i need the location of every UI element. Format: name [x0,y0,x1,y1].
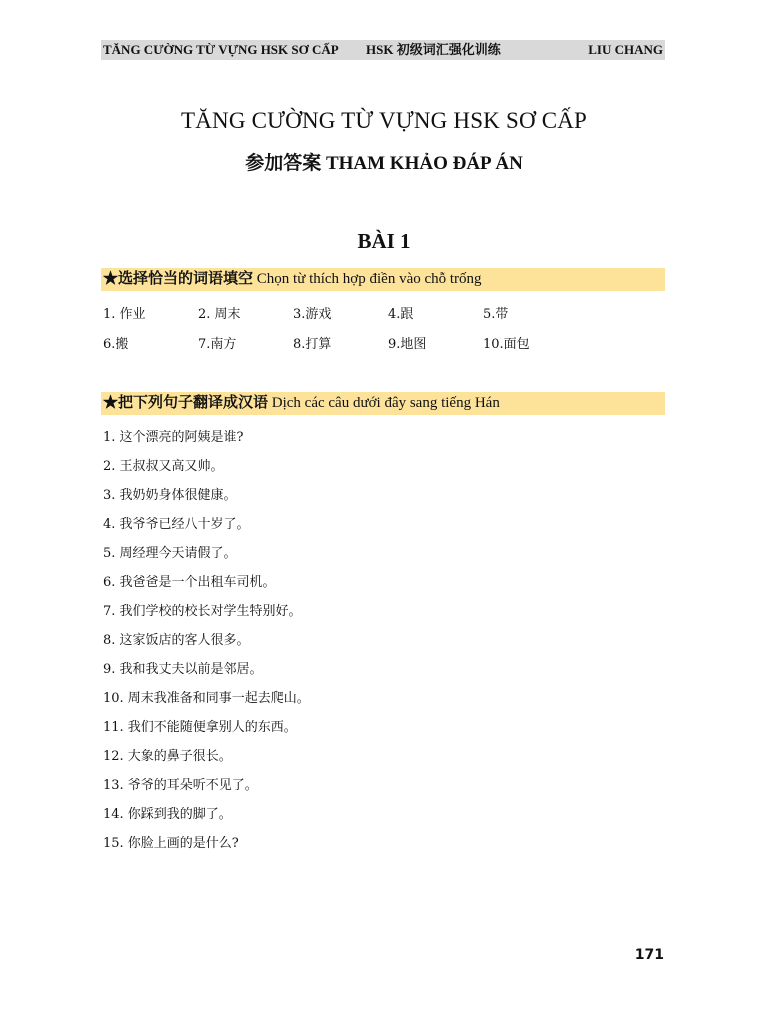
answer-item: 7.南方 [198,337,237,352]
running-header [101,40,665,60]
answer-item: 6.搬 [103,337,129,352]
page-number: 171 [634,947,664,963]
list-item: 5. 周经理今天请假了。 [103,546,237,561]
header-author: LIU CHANG [588,42,663,57]
section1-heading [101,268,665,291]
header-chinese-title: HSK 初级词汇强化训练 [366,42,501,57]
answer-item: 10.面包 [483,337,530,352]
section2-heading-zh: ★把下列句子翻译成汉语 [103,395,269,411]
answer-item: 2. 周末 [198,307,241,322]
answer-item: 9.地图 [388,337,427,352]
answer-item: 1. 作业 [103,307,146,322]
list-item: 4. 我爷爷已经八十岁了。 [103,517,250,532]
answer-item: 8.打算 [293,337,332,352]
list-item: 15. 你脸上画的是什么? [103,836,239,851]
lesson-heading: BÀI 1 [357,229,411,253]
header-book-title: TĂNG CƯỜNG TỪ VỰNG HSK SƠ CẤP [103,42,339,57]
answer-item: 3.游戏 [293,307,332,322]
list-item: 1. 这个漂亮的阿姨是谁? [103,430,244,445]
section1-heading-vi: Chọn từ thích hợp điền vào chỗ trống [253,271,482,287]
list-item: 3. 我奶奶身体很健康。 [103,488,237,503]
list-item: 12. 大象的鼻子很长。 [103,749,232,764]
list-item: 11. 我们不能随便拿别人的东西。 [103,720,297,735]
list-item: 6. 我爸爸是一个出租车司机。 [103,575,276,590]
list-item: 14. 你踩到我的脚了。 [103,807,232,822]
list-item: 10. 周末我准备和同事一起去爬山。 [103,691,310,706]
list-item: 2. 王叔叔又高又帅。 [103,459,224,474]
page-subtitle: 参加答案 THAM KHẢO ĐÁP ÁN [245,153,523,174]
list-item: 8. 这家饭店的客人很多。 [103,633,250,648]
list-item: 13. 爷爷的耳朵听不见了。 [103,778,258,793]
answer-item: 5.带 [483,307,509,322]
section1-heading-zh: ★选择恰当的词语填空 [103,271,254,287]
answer-item: 4.跟 [388,307,414,322]
list-item: 9. 我和我丈夫以前是邻居。 [103,662,263,677]
page-title: TĂNG CƯỜNG TỪ VỰNG HSK SƠ CẤP [180,108,588,133]
list-item: 7. 我们学校的校长对学生特别好。 [103,604,302,619]
section2-heading-vi: Dịch các câu dưới đây sang tiếng Hán [268,395,500,411]
section2-heading [101,392,665,415]
